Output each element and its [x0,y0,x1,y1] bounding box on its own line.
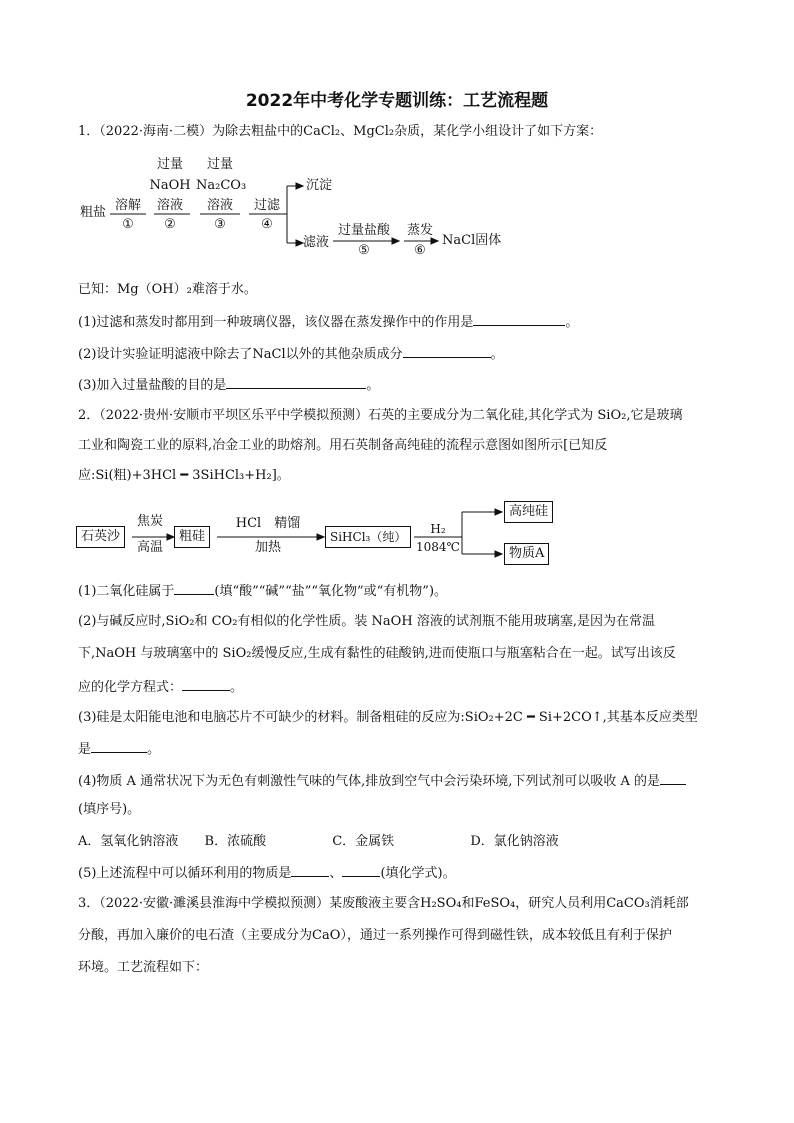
q1-part3-end: 。 [366,378,380,393]
q1-step6-number: ⑥ [414,243,426,258]
q2-arrow3-bottom: 1084℃ [416,540,460,554]
q1-step2-label-3: 溶液 [156,198,183,213]
q3-stem-line3: 环境。工艺流程如下： [78,960,209,975]
q2-arrow1-top: 焦炭 [136,514,163,529]
q2-flow-box-quartz-sand: 石英沙 [76,526,125,548]
q2-part1-answer-blank[interactable] [174,580,214,595]
q2-part3-text: 是 [78,742,92,757]
q2-arrow3-top: H₂ [430,522,446,536]
q1-step2-label-2: NaOH [149,178,191,193]
q2-part2-line1: (2)与碱反应时,SiO₂和 CO₂有相似的化学性质。装 NaOH 溶液的试剂瓶不能用玻璃塞,是因为在常温 [78,614,655,629]
q2-part5-end: (填化学式)。 [380,866,456,881]
q2-arrow2-bottom: 加热 [254,540,281,555]
q2-option-c: C．金属铁 [332,834,395,849]
q2-part3-answer-blank[interactable] [91,738,147,753]
q2-part4-line1 [78,770,686,792]
q2-flow-box-high-purity-silicon: 高纯硅 [504,501,553,523]
q2-part1 [78,580,447,602]
q2-part5-answer-blank-2[interactable] [342,862,380,877]
q2-part4-line2: (填序号)。 [78,802,141,817]
q1-step1-label: 溶解 [114,198,141,213]
q2-part2-answer-blank[interactable] [182,676,230,691]
q2-part2-text: 应的化学方程式： [78,680,183,695]
q1-part1-end: 。 [565,315,579,330]
q2-part2-end: 。 [230,680,244,695]
q2-flow-box-substance-a: 物质A [504,543,549,565]
q2-part3-line2 [78,738,160,760]
q2-part2-line2: 下,NaOH 与玻璃塞中的 SiO₂缓慢反应,生成有黏性的硅酸钠,进而使瓶口与瓶塞粘合在一起。试写出该反 [78,646,676,661]
q1-flow-start: 粗盐 [80,205,107,220]
q1-step4-label: 过滤 [253,198,280,213]
q2-stem-line1: 2．（2022·贵州·安顺市平坝区乐平中学模拟预测）石英的主要成分为二氧化硅,其化学式为 SiO₂,它是玻璃 [78,408,683,423]
q1-step5-label: 过量盐酸 [337,223,390,238]
q3-stem-line2: 分酸，再加入廉价的电石渣（主要成分为CaO），通过一系列操作可得到磁性铁，成本较低且有利于保护 [78,928,672,943]
q1-step3-label-3: 溶液 [206,198,233,213]
q1-part1-text: (1)过滤和蒸发时都用到一种玻璃仪器，该仪器在蒸发操作中的作用是 [78,315,474,330]
q2-part2-line3 [78,676,243,698]
q2-part3-line1: (3)硅是太阳能电池和电脑芯片不可缺少的材料。制备粗硅的反应为:SiO₂+2C ━ Si+2CO↑,其基本反应类型 [78,710,698,725]
q2-part5-text: (5)上述流程中可以循环利用的物质是 [78,866,292,881]
q2-option-a: A．氢氧化钠溶液 [78,834,179,849]
q2-stem-line3: 应:Si(粗)+3HCl ━ 3SiHCl₃+H₂]。 [78,468,290,483]
q2-part3-end: 。 [147,742,161,757]
q2-part4-answer-blank[interactable] [660,770,686,785]
q1-precipitate: 沉淀 [306,178,333,193]
q1-part2-text: (2)设计实验证明滤液中除去了NaCl以外的其他杂质成分 [78,347,403,362]
q2-options [78,832,559,852]
q2-part1-end: (填“酸”“碱”“盐”“氧化物”或“有机物”)。 [214,584,448,599]
q1-step2-label-1: 过量 [156,157,183,172]
q1-step3-number: ③ [214,217,226,232]
q1-step5-number: ⑤ [358,243,370,258]
q1-step1-number: ① [122,217,134,232]
q1-step2-number: ② [164,217,176,232]
q2-arrow2-top: HCl 精馏 [235,516,301,531]
q1-filtrate: 滤液 [303,235,330,250]
q2-part5 [78,862,456,884]
q1-product: NaCl固体 [442,233,502,248]
q1-step4-number: ④ [261,217,273,232]
q1-step6-label: 蒸发 [406,223,433,238]
q1-stem: 1．（2022·海南·二模）为除去粗盐中的CaCl₂、MgCl₂杂质，某化学小组设计了如下方案： [78,124,603,139]
q1-part3-text: (3)加入过量盐酸的目的是 [78,378,227,393]
q1-step3-label-1: 过量 [206,157,233,172]
q1-step3-label-2: Na₂CO₃ [196,178,247,193]
q1-known: 已知：Mg（OH）₂难溶于水。 [78,282,257,297]
q2-part1-text: (1)二氧化硅属于 [78,584,175,599]
q2-flow-box-sihcl3: SiHCl₃（纯） [325,526,411,548]
q3-stem-line1: 3．（2022·安徽·濉溪县淮海中学模拟预测）某废酸液主要含H₂SO₄和FeSO₄，研究人员利用CaCO₃消耗部 [78,896,689,911]
q1-part2-end: 。 [490,347,504,362]
q2-option-b: B．浓硫酸 [204,834,267,849]
q2-stem-line2: 工业和陶瓷工业的原料,冶金工业的助熔剂。用石英制备高纯硅的流程示意图如图所示[已知反 [78,438,608,453]
q2-option-d: D．氯化钠溶液 [470,834,559,849]
q2-part5-separator: 、 [329,866,343,881]
q2-part5-answer-blank-1[interactable] [291,862,329,877]
q2-part4-text: (4)物质 A 通常状况下为无色有刺激性气味的气体,排放到空气中会污染环境,下列试剂可以吸收 A 的是 [78,774,660,789]
page-title: 2022年中考化学专题训练：工艺流程题 [245,91,549,111]
q2-flow-box-crude-silicon: 粗硅 [174,526,210,548]
q2-arrow1-bottom: 高温 [136,540,163,555]
